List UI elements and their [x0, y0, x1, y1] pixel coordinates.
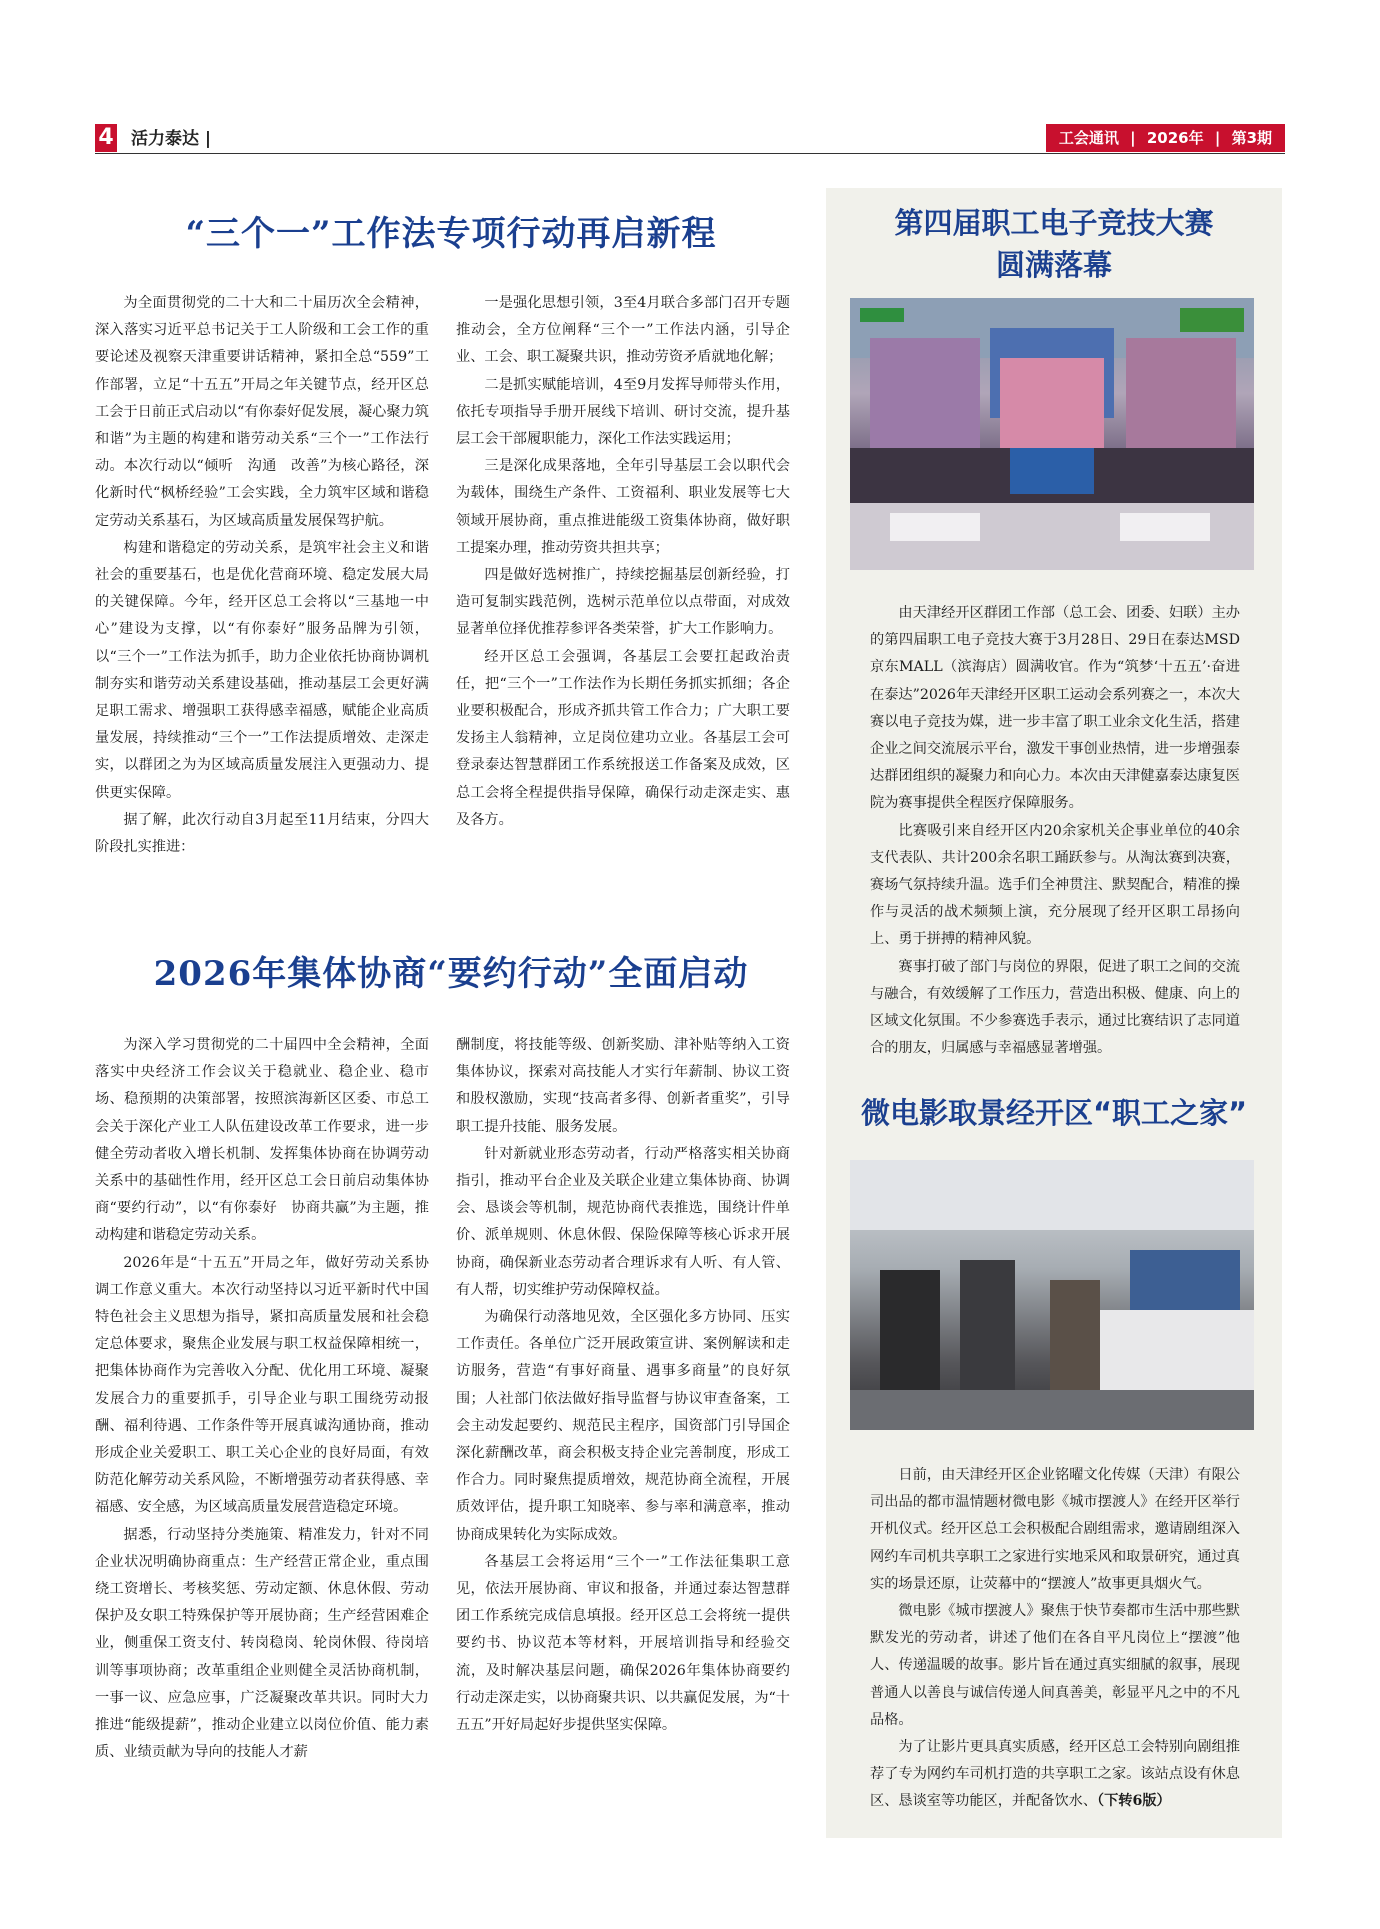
- article2-paragraph: 各基层工会将运用“三个一”工作法征集职工意见，依法开展协商、审议和报备，并通过泰达智慧群团工作系统完成信息填报。经开区总工会将统一提供要约书、协议范本等材料，开展培训指导和经验交流，及时解决基层问题，确保2026年集体协商要约行动走深走实，以协商聚共识、以共赢促发展，为“十五五”开好局起好步提供坚实保障。: [456, 1553, 790, 1734]
- sidebar2-body: [870, 1462, 1240, 1816]
- article1-paragraph: 二是抓实赋能培训，4至9月发挥导师带头作用，依托专项指导手册开展线下培训、研讨交流，提升基层工会干部履职能力，深化工作法实践运用；: [456, 376, 790, 448]
- page-header: [95, 124, 1285, 154]
- article2-paragraph: 为深入学习贯彻党的二十届四中全会精神，全面落实中央经济工作会议关于稳就业、稳企业、稳市场、稳预期的决策部署，按照滨海新区区委、市总工会关于深化产业工人队伍建设改革工作要求，进一步健全劳动者收入增长机制、发挥集体协商在协调劳动关系中的基础性作用，经开区总工会日前启动集体协商“要约行动”，以“有你泰好 协商共赢”为主题，推动构建和谐稳定劳动关系。: [95, 1037, 429, 1244]
- article1-paragraph: 经开区总工会强调，各基层工会要扛起政治责任，把“三个一”工作法作为长期任务抓实抓细；各企业要积极配合，形成齐抓共管工作合力；广大职工要发扬主人翁精神，立足岗位建功立业。各基层工会可登录泰达智慧群团工作系统报送工作备案及成效，区总工会将全程提供指导保障，确保行动走深走实、惠及各方。: [456, 648, 790, 828]
- sidebar1-title: 第四届职工电子竞技大赛 圆满落幕: [894, 206, 1214, 282]
- article2-paragraph: 酬制度，将技能等级、创新奖励、津补贴等纳入工资集体协议，探索对高技能人才实行年薪制、协议工资和股权激励，实现“技高者多得、创新者重奖”，引导职工提升技能、服务发展。: [456, 1037, 790, 1135]
- sidebar2-paragraph: 日前，由天津经开区企业铭曜文化传媒（天津）有限公司出品的都市温情题材微电影《城市摆渡人》在经开区举行开机仪式。经开区总工会积极配合剧组需求，邀请剧组深入网约车司机共享职工之家进行实地采风和取景研究，通过真实的场景还原，让荧幕中的“摆渡人”故事更具烟火气。: [870, 1467, 1240, 1592]
- sidebar1-paragraph: 赛事打破了部门与岗位的界限，促进了职工之间的交流与融合，有效缓解了工作压力，营造出积极、健康、向上的区域文化氛围。不少参赛选手表示，通过比赛结识了志同道合的朋友，归属感与幸福感显著增强。: [870, 958, 1240, 1057]
- sidebar2-paragraph: 为了让影片更具真实质感，经开区总工会特别向剧组推荐了专为网约车司机打造的共享职工之家。该站点设有休息区、恳谈室等功能区，并配备饮水、（下转6版）: [870, 1739, 1240, 1810]
- sidebar-panel: [826, 188, 1282, 1838]
- issue-year: 2026年: [1146, 129, 1204, 147]
- section-name: 活力泰达 |: [131, 129, 212, 149]
- article1-column-2: [456, 290, 790, 834]
- article1-paragraph: 据了解，此次行动自3月起至11月结束，分四大阶段扎实推进：: [95, 811, 429, 856]
- film-photo-illustration: [850, 1160, 1254, 1430]
- sidebar1-paragraph: 由天津经开区群团工作部（总工会、团委、妇联）主办的第四届职工电子竞技大赛于3月28日、29日在泰达MSD京东MALL（滨海店）圆满收官。作为“筑梦‘十五五’·奋进在泰达”2026年天津经开区职工运动会系列赛之一，本次大赛以电子竞技为媒，进一步丰富了职工业余文化生活，搭建企业之间交流展示平台，激发干事创业热情，进一步增强泰达群团组织的凝聚力和向心力。本次由天津健嘉泰达康复医院为赛事提供全程医疗保障服务。: [870, 605, 1240, 812]
- issue-number: 第3期: [1231, 129, 1272, 147]
- publication-badge: 工会通讯 | 2026年 | 第3期: [1046, 124, 1285, 152]
- article1-paragraph: 三是深化成果落地，全年引导基层工会以职代会为载体，围绕生产条件、工资福利、职业发展等七大领域开展协商，重点推进能级工资集体协商，做好职工提案办理，推动劳资共担共享；: [456, 458, 790, 556]
- article1-paragraph: 四是做好选树推广，持续挖掘基层创新经验，打造可复制实践范例，选树示范单位以点带面，对成效显著单位择优推荐参评各类荣誉，扩大工作影响力。: [456, 567, 790, 638]
- article2-column-2: [456, 1032, 790, 1739]
- article2-paragraph: 2026年是“十五五”开局之年，做好劳动关系协调工作意义重大。本次行动坚持以习近平新时代中国特色社会主义思想为指导，紧扣高质量发展和社会稳定总体要求，聚焦企业发展与职工权益保障相统一，把集体协商作为完善收入分配、优化用工环境、凝聚发展合力的重要抓手，引导企业与职工围绕劳动报酬、福利待遇、工作条件等开展真诚沟通协商，推动形成企业关爱职工、职工关心企业的良好局面，有效防范化解劳动关系风险，不断增强劳动者获得感、幸福感、安全感，为区域高质量发展营造稳定环境。: [95, 1254, 429, 1516]
- publication-name: 工会通讯: [1058, 129, 1119, 147]
- film-shoot-photo: [850, 1160, 1254, 1430]
- header-rule: [95, 153, 1285, 154]
- article1-paragraph: 一是强化思想引领，3至4月联合多部门召开专题推动会，全方位阐释“三个一”工作法内涵，引导企业、工会、职工凝聚共识，推动劳资矛盾就地化解；: [456, 295, 790, 366]
- article2-paragraph: 针对新就业形态劳动者，行动严格落实相关协商指引，推动平台企业及关联企业建立集体协商、协调会、恳谈会等机制，规范协商代表推选，围绕计件单价、派单规则、休息休假、保险保障等核心诉求开展协商，确保新业态劳动者合理诉求有人听、有人管、有人帮，切实维护劳动保障权益。: [456, 1145, 790, 1298]
- sidebar1-paragraph: 比赛吸引来自经开区内20余家机关企事业单位的40余支代表队、共计200余名职工踊跃参与。从淘汰赛到决赛，赛场气氛持续升温。选手们全神贯注、默契配合，精准的操作与灵活的战术频频上演，充分展现了经开区职工昂扬向上、勇于拼搏的精神风貌。: [870, 822, 1240, 948]
- sidebar2-paragraph: 微电影《城市摆渡人》聚焦于快节奏都市生活中那些默默发光的劳动者，讲述了他们在各自平凡岗位上“摆渡”他人、传递温暖的故事。影片旨在通过真实细腻的叙事，展现普通人以善良与诚信传递人间真善美，彰显平凡之中的不凡品格。: [870, 1603, 1240, 1728]
- article1-column-1: [95, 290, 429, 861]
- article2-paragraph: 据悉，行动坚持分类施策、精准发力，针对不同企业状况明确协商重点：生产经营正常企业，重点围绕工资增长、考核奖惩、劳动定额、休息休假、劳动保护及女职工特殊保护等开展协商；生产经营困难企业，侧重保工资支付、转岗稳岗、轮岗休假、待岗培训等事项协商；改革重组企业则健全灵活协商机制，一事一议、应急应事，广泛凝聚改革共识。同时大力推进“能级提薪”，推动企业建立以岗位价值、能力素质、业绩贡献为导向的技能人才薪: [95, 1526, 429, 1761]
- article1-paragraph: 为全面贯彻党的二十大和二十届历次全会精神，深入落实习近平总书记关于工人阶级和工会工作的重要论述及视察天津重要讲话精神，紧扣全总“559”工作部署，立足“十五五”开局之年关键节点，经开区总工会于日前正式启动以“有你泰好促发展，凝心聚力筑和谐”为主题的构建和谐劳动关系“三个一”工作法行动。本次行动以“倾听 沟通 改善”为核心路径，深化新时代“枫桥经验”工会实践，全力筑牢区域和谐稳定劳动关系基石，为区域高质量发展保驾护航。: [95, 295, 429, 529]
- article1-title: “三个一”工作法专项行动再启新程: [185, 214, 717, 254]
- sidebar1-body: [870, 600, 1240, 1062]
- article1-paragraph: 构建和谐稳定的劳动关系，是筑牢社会主义和谐社会的重要基石，也是优化营商环境、稳定发展大局的关键保障。今年，经开区总工会将以“三基地一中心”建设为支撑，以“有你泰好”服务品牌为引领，以“三个一”工作法为抓手，助力企业依托协商协调机制夯实和谐劳动关系建设基础，推动基层工会更好满足职工需求、增强职工获得感幸福感，赋能企业高质量发展，持续推动“三个一”工作法提质增效、走深走实，以群团之为为区域高质量发展注入更强动力、提供更实保障。: [95, 539, 429, 801]
- sidebar2-title: 微电影取景经开区“职工之家”: [860, 1096, 1248, 1130]
- article2-paragraph: 为确保行动落地见效，全区强化多方协同、压实工作责任。各单位广泛开展政策宣讲、案例解读和走访服务，营造“有事好商量、遇事多商量”的良好氛围；人社部门依法做好指导监督与协议审查备案，工会主动发起要约、规范民主程序，国资部门引导国企深化薪酬改革，商会积极支持企业完善制度，形成工作合力。同时聚焦提质增效，规范协商全流程，开展质效评估，提升职工知晓率、参与率和满意率，推动协商成果转化为实际成效。: [456, 1309, 790, 1543]
- article2-title: 2026年集体协商“要约行动”全面启动: [153, 954, 749, 994]
- page-number: 4: [95, 124, 117, 152]
- continued-note: （下转6版）: [1097, 1793, 1171, 1810]
- esports-event-photo: [850, 298, 1254, 570]
- article2-column-1: [95, 1032, 429, 1766]
- esports-photo-illustration: [850, 298, 1254, 570]
